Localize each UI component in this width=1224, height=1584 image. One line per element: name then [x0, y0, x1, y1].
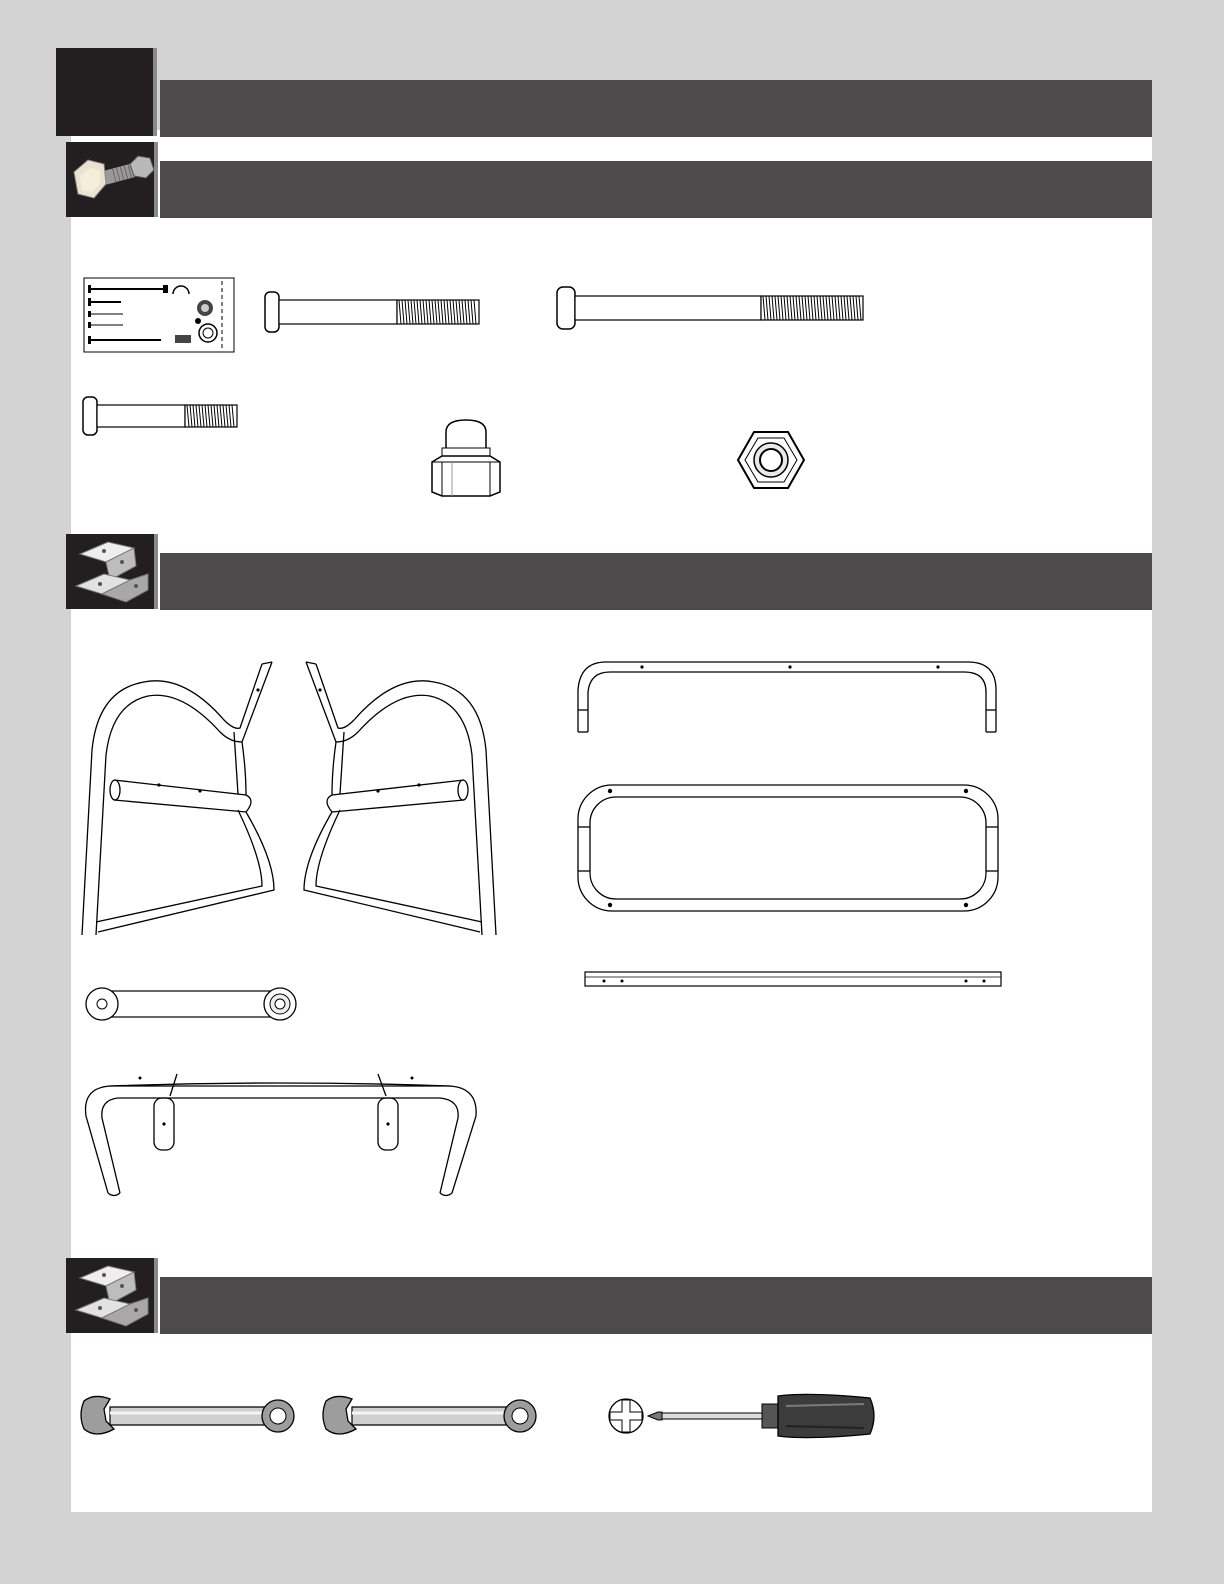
- parts-icon-edge: [154, 534, 158, 609]
- tools-section-icon-box: [66, 1258, 154, 1333]
- extra-long-bolt: [557, 285, 869, 333]
- step-badge-edge: [153, 48, 157, 136]
- combination-wrench-2: [322, 1395, 538, 1437]
- seat-support-frame: [80, 1078, 480, 1208]
- parts-section-bar: [160, 553, 1152, 610]
- left-leg-frame: [74, 660, 284, 945]
- connector-tube: [84, 985, 300, 1025]
- hardware-card-icon: [83, 277, 235, 353]
- seat-frame: [576, 783, 1000, 913]
- parts-section-icon-box: [66, 534, 154, 609]
- combination-wrench: [80, 1395, 296, 1437]
- bracket-icon: [66, 534, 154, 609]
- step-number-badge: [56, 48, 156, 136]
- long-bolt: [265, 290, 485, 336]
- bracket-icon: [66, 1258, 154, 1333]
- tools-icon-edge: [154, 1258, 158, 1333]
- phillips-screwdriver: [608, 1390, 880, 1440]
- hardware-section-bar: [160, 161, 1152, 218]
- hardware-icon-edge: [154, 142, 158, 217]
- right-leg-frame: [294, 660, 504, 945]
- backrest-top-frame: [576, 660, 1000, 734]
- tools-section-bar: [160, 1277, 1152, 1334]
- hardware-section-icon-box: [66, 142, 154, 217]
- page-title-bar: [160, 80, 1152, 137]
- hex-lock-nut: [738, 430, 804, 490]
- short-bolt: [83, 395, 243, 439]
- cap-nut: [428, 418, 504, 500]
- bolt-and-nut-icon: [66, 142, 154, 217]
- flat-bar: [584, 970, 1004, 990]
